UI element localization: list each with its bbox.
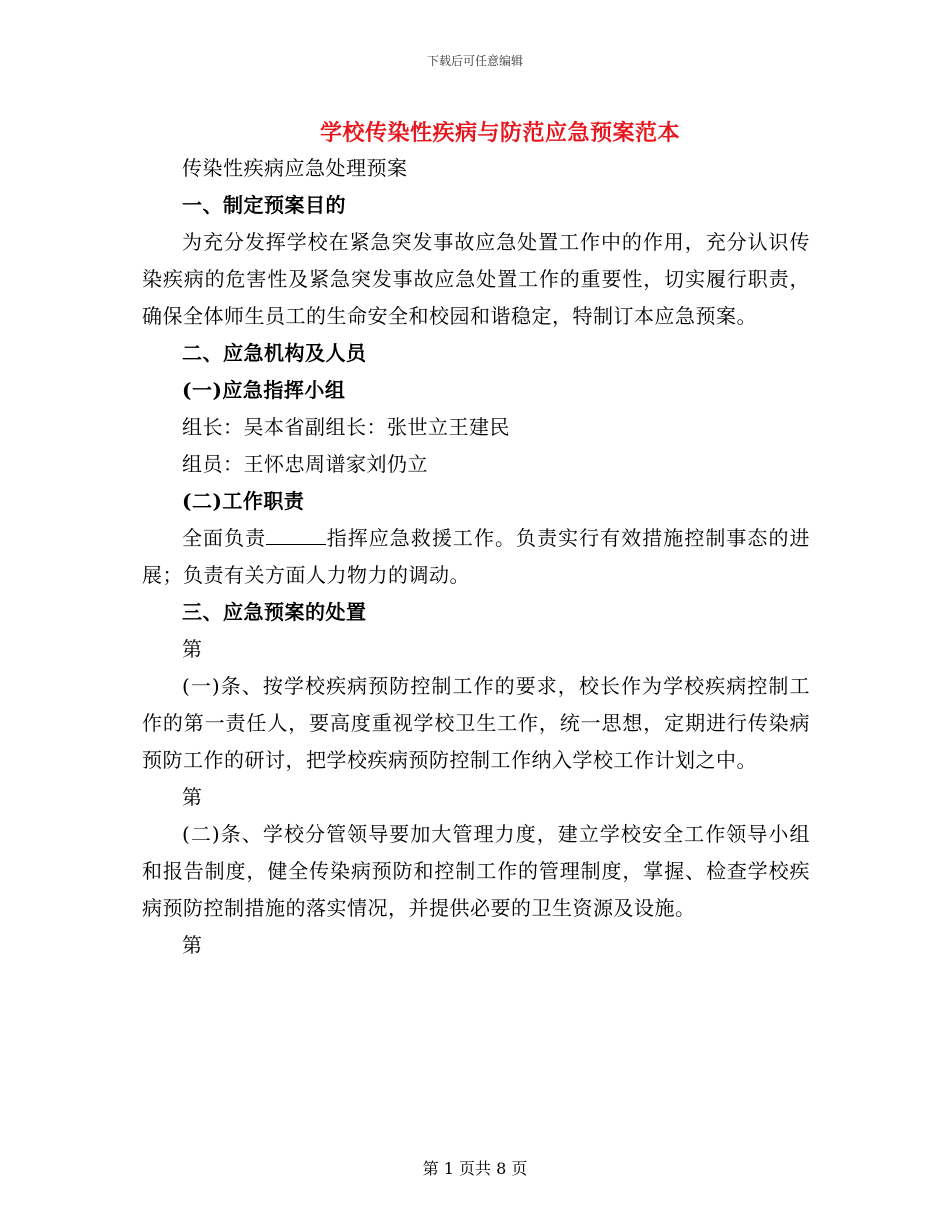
duties-text-after: 指挥应急救援工作。负责实行有效措施控制事态的进展；负责有关方面人力物力的调动。 <box>142 526 811 587</box>
paragraph-article-1: (一)条、按学校疾病预防控制工作的要求，校长作为学校疾病控制工作的第一责任人，要高度重视学校卫生工作，统一思想，定期进行传染病预防工作的研讨，把学校疾病预防控制工作纳入学校工作计划之中。 <box>142 674 810 772</box>
heading-organization: 二、应急机构及人员 <box>182 341 367 365</box>
document-title: 学校传染性疾病与防范应急预案范本 <box>319 120 680 146</box>
paragraph-leaders: 组长：吴本省副组长：张世立王建民 <box>182 415 510 439</box>
duties-text-before: 全面负责 <box>182 526 267 550</box>
paragraph-article-marker-1: 第 <box>182 637 203 661</box>
paragraph-subtitle: 传染性疾病应急处理预案 <box>182 156 408 180</box>
document-body <box>142 150 810 964</box>
paragraph-article-2: (二)条、学校分管领导要加大管理力度，建立学校安全工作领导小组和报告制度，健全传染病预防和控制工作的管理制度，掌握、检查学校疾病预防控制措施的落实情况，并提供必要的卫生资源及设施。 <box>142 822 810 920</box>
paragraph-duties <box>142 520 810 594</box>
paragraph-members: 组员：王怀忠周谱家刘仍立 <box>182 452 428 476</box>
paragraph-article-marker-2: 第 <box>182 785 203 809</box>
heading-duties: (二)工作职责 <box>182 489 305 513</box>
heading-purpose: 一、制定预案目的 <box>182 193 346 217</box>
paragraph-purpose: 为充分发挥学校在紧急突发事故应急处置工作中的作用，充分认识传染疾病的危害性及紧急突发事故应急处置工作的重要性，切实履行职责，确保全体师生员工的生命安全和校园和谐稳定，特制订本应急预案。 <box>142 230 810 328</box>
heading-handling: 三、应急预案的处置 <box>182 600 367 624</box>
header-note: 下载后可任意编辑 <box>426 54 523 68</box>
fill-in-blank <box>266 524 326 545</box>
page-footer: 第 1 页共 8 页 <box>422 1159 528 1178</box>
heading-command-group: (一)应急指挥小组 <box>182 378 346 402</box>
paragraph-article-marker-3: 第 <box>182 933 203 957</box>
